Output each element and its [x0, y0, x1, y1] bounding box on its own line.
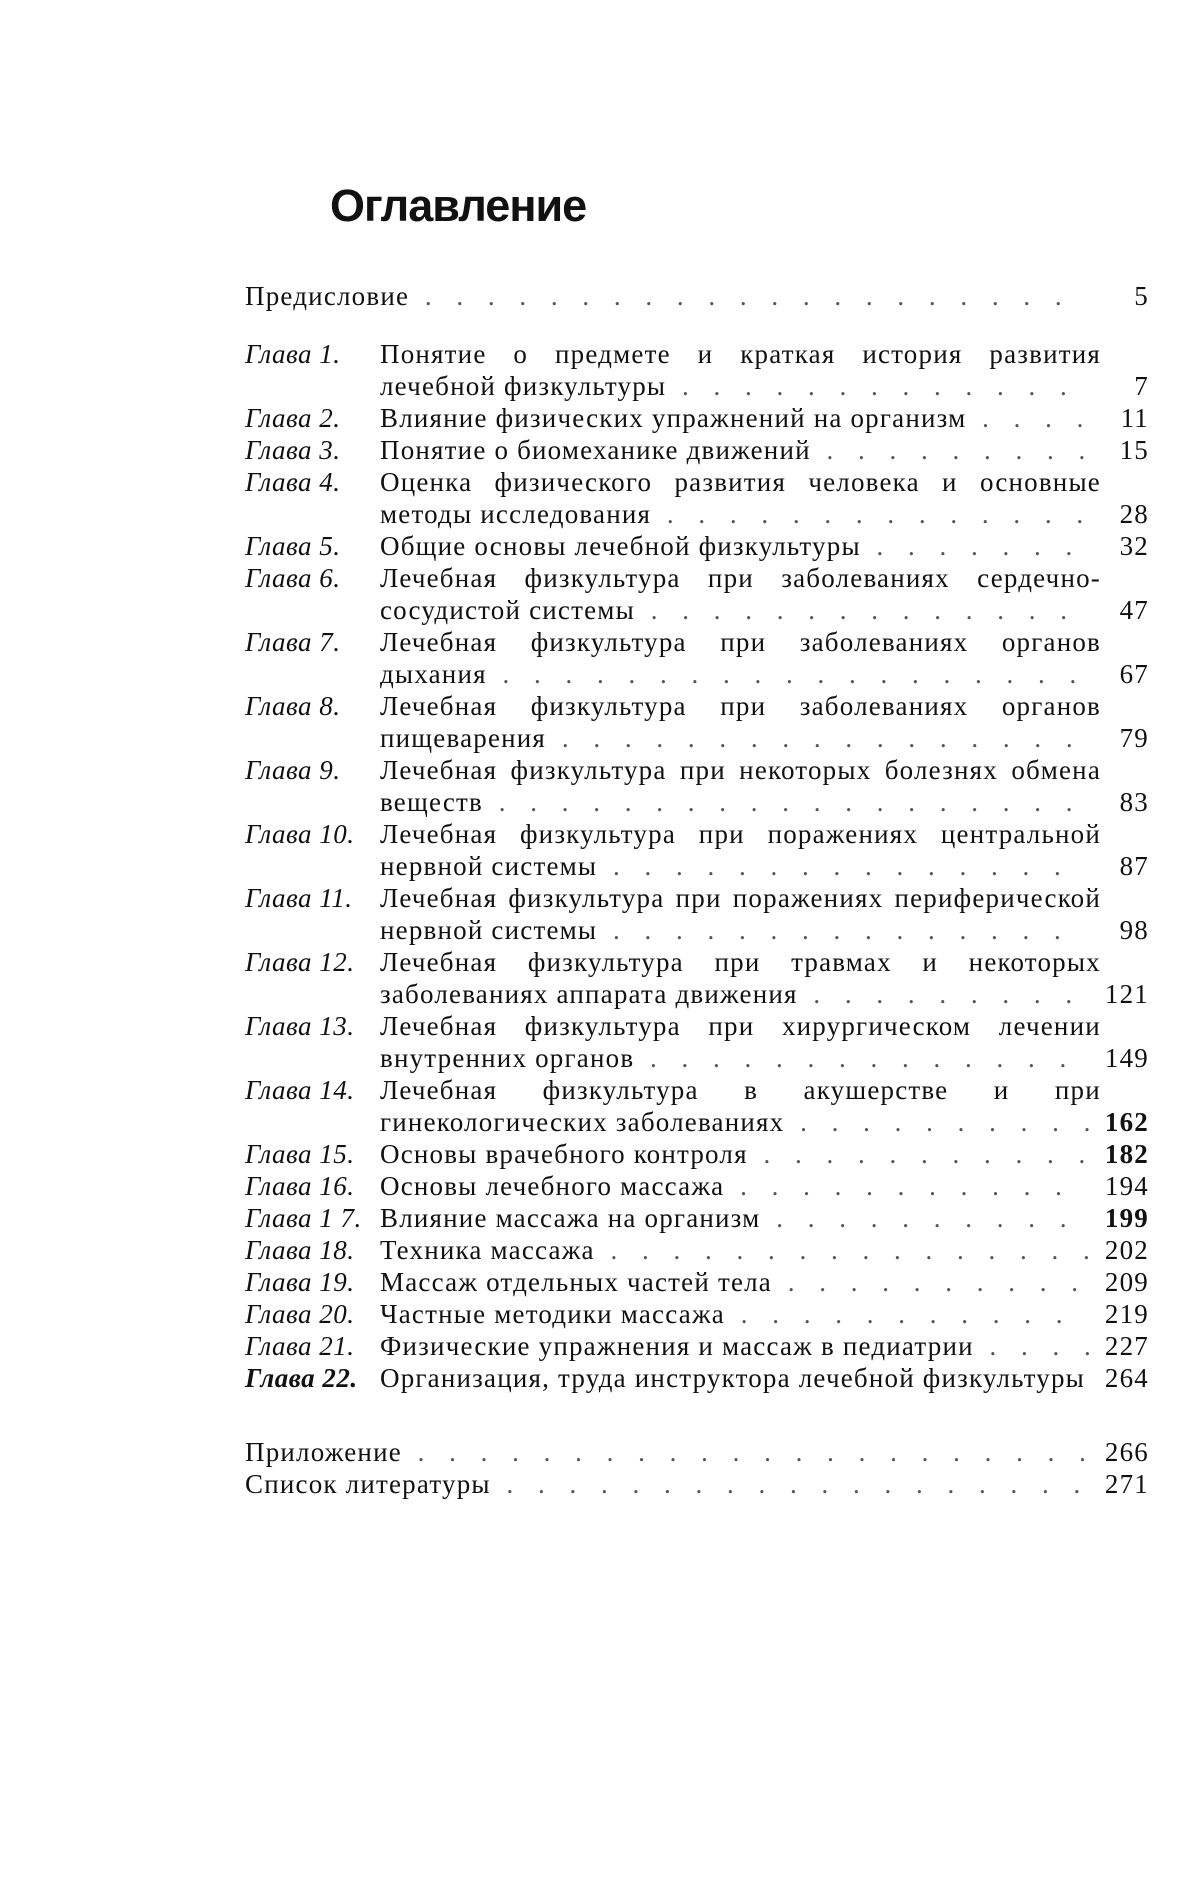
- dot-leader: . . . . . . . . . . . . . . .: [597, 915, 1070, 945]
- page-number: 32: [1119, 531, 1149, 561]
- toc-entry-chapter: [245, 1362, 1149, 1394]
- chapter-label: Глава 15.: [245, 1139, 355, 1169]
- entry-title: Лечебная физкультура при поражениях центральной нервной системы: [380, 819, 1101, 881]
- toc-entry-chapter: [245, 562, 1149, 626]
- entry-title: Список литературы: [245, 1469, 491, 1499]
- dot-leader: . . . . . . . . . . . . . . . . . . .: [490, 1469, 1090, 1499]
- chapter-label: Глава 19.: [245, 1267, 355, 1297]
- chapter-label: Глава 13.: [245, 1011, 355, 1041]
- entry-title: Понятие о биомеханике движений: [380, 435, 811, 465]
- page-number: 227: [1104, 1331, 1149, 1361]
- chapter-label: Глава 8.: [245, 691, 341, 721]
- dot-leader: . . . . . . . . . .: [784, 1107, 1100, 1137]
- toc-entry-chapter: [245, 818, 1149, 882]
- toc-entry-chapter: [245, 434, 1149, 466]
- page-number: 264: [1104, 1363, 1149, 1393]
- dot-leader: . . . . . . .: [860, 531, 1082, 561]
- toc-entry-chapter: [245, 1234, 1149, 1266]
- dot-leader: . . . . . . . . . . .: [747, 1139, 1095, 1169]
- dot-leader: . . . . . . . . . . . . . . . . .: [546, 723, 1082, 753]
- entry-title: Основы врачебного контроля: [380, 1139, 748, 1169]
- toc-entry-chapter: [245, 1202, 1149, 1234]
- page-number: 79: [1119, 723, 1149, 753]
- entry-title: Лечебная физкультура при заболеваниях органов пищеварения: [380, 691, 1101, 753]
- dot-leader: . . . . . . . . . . . . . .: [634, 1043, 1076, 1073]
- toc-entry-chapter: [245, 1138, 1149, 1170]
- page-number: 7: [1134, 371, 1149, 401]
- entry-title: Частные методики массажа: [380, 1299, 725, 1329]
- toc-entry-chapter: [245, 1330, 1149, 1362]
- page-number: 87: [1119, 851, 1149, 881]
- page-number: 194: [1104, 1171, 1149, 1201]
- dot-leader: . . . . . . . . . . . . . .: [651, 499, 1093, 529]
- entry-title: Основы лечебного массажа: [380, 1171, 725, 1201]
- chapter-label: Глава 22.: [245, 1363, 358, 1393]
- dot-leader: . . . . . . . . .: [810, 435, 1095, 465]
- page-number: 199: [1104, 1203, 1149, 1233]
- chapter-label: Глава 1 7.: [245, 1203, 362, 1233]
- toc-entry-chapter: [245, 338, 1149, 402]
- chapter-label: Глава 18.: [245, 1235, 355, 1265]
- chapter-label: Глава 9.: [245, 755, 341, 785]
- dot-leader: . . . . . . . . . . . . . . . . . . . . . .: [401, 1437, 1095, 1467]
- page-title: Оглавление: [330, 180, 587, 231]
- dot-leader: . . . . . . . . . . . . . . . . . . .: [482, 787, 1082, 817]
- toc-entry-chapter: [245, 402, 1149, 434]
- toc-entry-chapter: [245, 690, 1149, 754]
- toc-entry-chapter: [245, 626, 1149, 690]
- chapter-label: Глава 16.: [245, 1171, 355, 1201]
- page-number: 162: [1104, 1107, 1149, 1137]
- page-number: 15: [1119, 435, 1149, 465]
- chapter-label: Глава 12.: [245, 947, 355, 977]
- toc-entry-chapter: [245, 1074, 1149, 1138]
- toc-entry-chapter: [245, 882, 1149, 946]
- page-number: 83: [1119, 787, 1149, 817]
- page-number: 209: [1104, 1267, 1149, 1297]
- chapter-label: Глава 4.: [245, 467, 341, 497]
- chapter-label: Глава 21.: [245, 1331, 355, 1361]
- toc-entry-chapter: [245, 1170, 1149, 1202]
- dot-leader: . . . .: [973, 1331, 1100, 1361]
- entry-title: Оценка физического развития человека и основные методы исследования: [380, 467, 1101, 529]
- toc-entry-chapter: [245, 754, 1149, 818]
- page-number: 266: [1104, 1437, 1149, 1467]
- dot-leader: . . . . . . . . . . . . . . . . . . . . .: [409, 281, 1071, 311]
- toc-entry-chapter: [245, 530, 1149, 562]
- chapter-label: Глава 5.: [245, 531, 341, 561]
- page-number: 67: [1119, 659, 1149, 689]
- toc-entry-chapter: [245, 1010, 1149, 1074]
- chapter-label: Глава 10.: [245, 819, 355, 849]
- chapter-label: Глава 3.: [245, 435, 341, 465]
- chapter-label: Глава 20.: [245, 1299, 355, 1329]
- dot-leader: . . . . . . . . .: [797, 979, 1082, 1009]
- chapter-label: Глава 7.: [245, 627, 341, 657]
- entry-title: Организация, труда инструктора лечебной физкультуры: [380, 1363, 1085, 1393]
- entry-title: Лечебная физкультура в акушерстве и при гинекологических заболеваниях: [380, 1075, 1101, 1137]
- page-number: 28: [1119, 499, 1149, 529]
- entry-title: Лечебная физкультура при поражениях периферической нервной системы: [380, 883, 1101, 945]
- page-number: 121: [1104, 979, 1149, 1009]
- page-number: 219: [1104, 1299, 1149, 1329]
- entry-title: Массаж отдельных частей тела: [380, 1267, 772, 1297]
- dot-leader: . . . . . . . . . . .: [724, 1299, 1072, 1329]
- toc-entry-references: [245, 1468, 1149, 1500]
- entry-title: Предисловие: [245, 281, 410, 311]
- entry-title: Влияние массажа на организм: [380, 1203, 761, 1233]
- dot-leader: . . . . . . . . . . .: [724, 1171, 1071, 1201]
- chapter-label: Глава 11.: [245, 883, 353, 913]
- page-number: 182: [1104, 1139, 1149, 1169]
- entry-title: Лечебная физкультура при заболеваниях органов дыхания: [380, 627, 1101, 689]
- page-number: 11: [1120, 403, 1149, 433]
- page-number: 47: [1119, 595, 1149, 625]
- entry-title: Влияние физических упражнений на организм: [380, 403, 967, 433]
- page-number: 149: [1104, 1043, 1149, 1073]
- dot-leader: . . . . . . . . . . . . .: [666, 371, 1076, 401]
- dot-leader: . . . . . . . . . . . . . . . .: [594, 1235, 1099, 1265]
- toc-entry-appendix: [245, 1436, 1149, 1468]
- entry-title: Физические упражнения и массаж в педиатрии: [380, 1331, 974, 1361]
- dot-leader: . . . .: [966, 403, 1093, 433]
- chapter-label: Глава 14.: [245, 1075, 355, 1105]
- page-number: 5: [1134, 281, 1149, 311]
- chapter-label: Глава 6.: [245, 563, 341, 593]
- toc-entry-chapter: [245, 1266, 1149, 1298]
- entry-title: Общие основы лечебной физкультуры: [380, 531, 861, 561]
- table-of-contents: [245, 280, 1149, 1500]
- toc-entry-preface: [245, 280, 1149, 312]
- entry-title: Лечебная физкультура при заболеваниях сердечно-сосудистой системы: [380, 563, 1101, 625]
- chapter-label: Глава 2.: [245, 403, 341, 433]
- page-number: 202: [1104, 1235, 1149, 1265]
- entry-title: Техника массажа: [380, 1235, 595, 1265]
- entry-title: Лечебная физкультура при некоторых болезнях обмена веществ: [380, 755, 1101, 817]
- page-number: 98: [1119, 915, 1149, 945]
- entry-title: Лечебная физкультура при травмах и некоторых заболеваниях аппарата движения: [380, 947, 1101, 1009]
- toc-entry-chapter: [245, 946, 1149, 1010]
- page-number: 271: [1104, 1469, 1149, 1499]
- entry-title: Понятие о предмете и краткая история развития лечебной физкультуры: [380, 339, 1101, 401]
- dot-leader: . . . . . . . . . .: [760, 1203, 1076, 1233]
- chapter-label: Глава 1.: [245, 339, 341, 369]
- dot-leader: . . . . . . . . . .: [771, 1267, 1087, 1297]
- dot-leader: . . . . . . . . . . . . . .: [634, 595, 1076, 625]
- entry-title: Приложение: [245, 1437, 402, 1467]
- dot-leader: . . . . . . . . . . . . . . .: [597, 851, 1070, 881]
- toc-entry-chapter: [245, 466, 1149, 530]
- toc-entry-chapter: [245, 1298, 1149, 1330]
- entry-title: Лечебная физкультура при хирургическом лечении внутренних органов: [380, 1011, 1101, 1073]
- dot-leader: . . . . . . . . . . . . . . . . . . .: [486, 659, 1086, 689]
